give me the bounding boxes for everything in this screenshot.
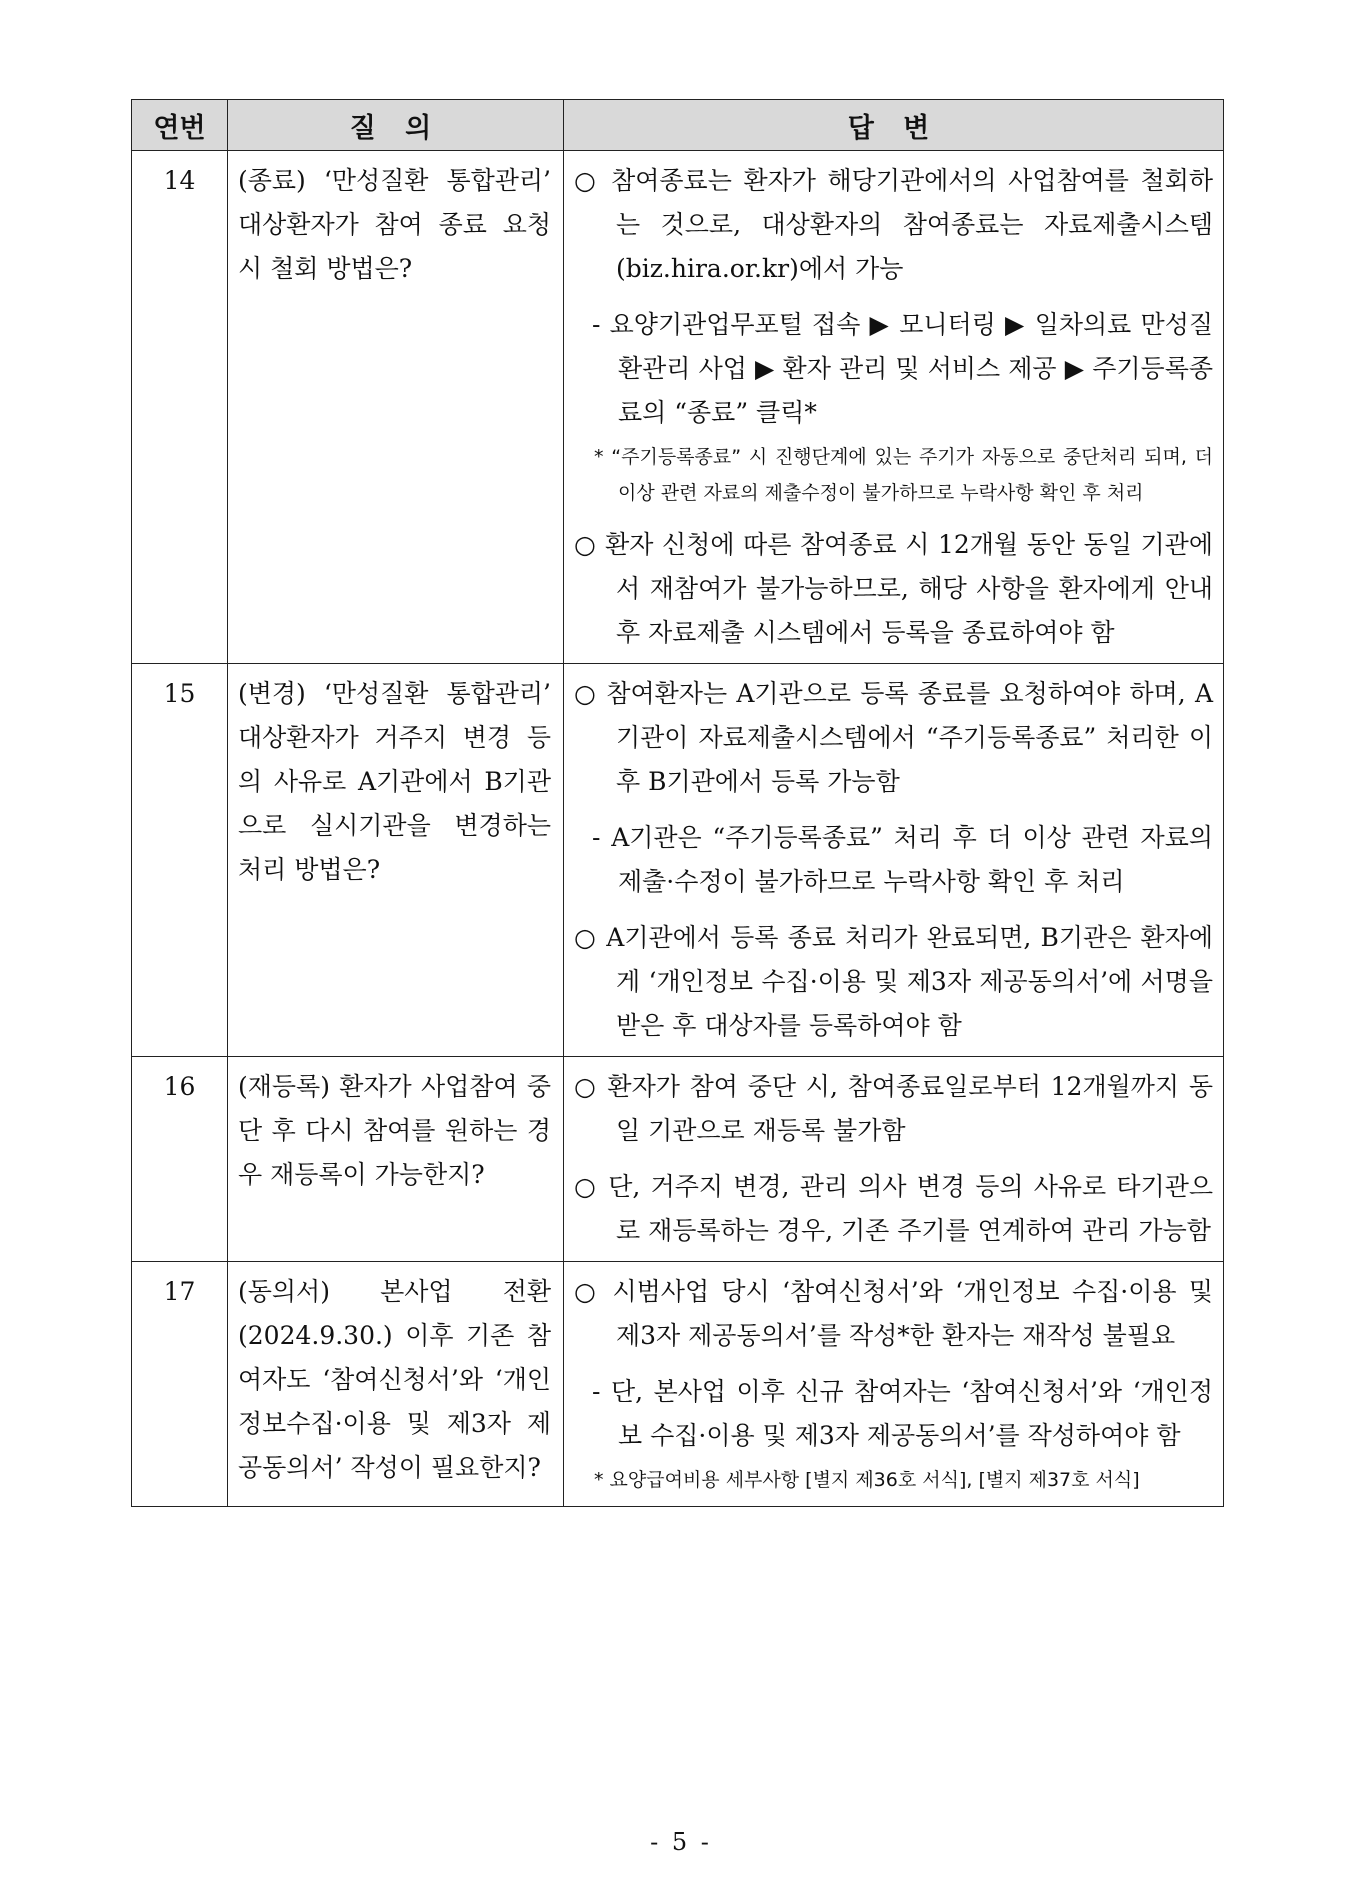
table-row	[132, 1057, 1224, 1262]
table-row	[132, 151, 1224, 664]
answer-item: ○ 환자가 참여 중단 시, 참여종료일로부터 12개월까지 동일 기관으로 재등록 불가함	[574, 1072, 1213, 1145]
page-number: - 5 -	[650, 1828, 712, 1856]
row-number: 17	[132, 1262, 228, 1507]
header-question: 질 의	[228, 100, 564, 151]
row-question: (변경) ‘만성질환 통합관리’ 대상환자가 거주지 변경 등의 사유로 A기관에서 B기관으로 실시기관을 변경하는 처리 방법은?	[228, 664, 564, 1057]
answer-sub-item: - 요양기관업무포털 접속 ▶ 모니터링 ▶ 일차의료 만성질환관리 사업 ▶ 환자 관리 및 서비스 제공 ▶ 주기등록종료의 “종료” 클릭*	[592, 310, 1213, 427]
table-row	[132, 1262, 1224, 1507]
row-number: 15	[132, 664, 228, 1057]
qa-table	[131, 99, 1224, 1507]
row-answer	[564, 151, 1224, 664]
answer-footnote: * 요양급여비용 세부사항 [별지 제36호 서식], [별지 제37호 서식]	[594, 1469, 1140, 1491]
answer-item: ○ 환자 신청에 따른 참여종료 시 12개월 동안 동일 기관에서 재참여가 불가능하므로, 해당 사항을 환자에게 안내 후 자료제출 시스템에서 등록을 종료하여야 함	[574, 530, 1213, 647]
answer-item: ○ 시범사업 당시 ‘참여신청서’와 ‘개인정보 수집·이용 및 제3자 제공동의서’를 작성*한 환자는 재작성 불필요	[574, 1277, 1213, 1350]
row-answer	[564, 664, 1224, 1057]
answer-sub-item: - A기관은 “주기등록종료” 처리 후 더 이상 관련 자료의 제출·수정이 불가하므로 누락사항 확인 후 처리	[592, 823, 1213, 896]
answer-item: ○ 단, 거주지 변경, 관리 의사 변경 등의 사유로 타기관으로 재등록하는 경우, 기존 주기를 연계하여 관리 가능함	[574, 1172, 1213, 1245]
answer-item: ○ A기관에서 등록 종료 처리가 완료되면, B기관은 환자에게 ‘개인정보 수집·이용 및 제3자 제공동의서’에 서명을 받은 후 대상자를 등록하여야 함	[574, 923, 1213, 1040]
row-number: 14	[132, 151, 228, 664]
table-row	[132, 664, 1224, 1057]
answer-sub-item: - 단, 본사업 이후 신규 참여자는 ‘참여신청서’와 ‘개인정보 수집·이용 및 제3자 제공동의서’를 작성하여야 함	[592, 1377, 1213, 1450]
header-answer: 답 변	[564, 100, 1224, 151]
row-question: (종료) ‘만성질환 통합관리’ 대상환자가 참여 종료 요청 시 철회 방법은?	[228, 151, 564, 664]
answer-item: ○ 참여종료는 환자가 해당기관에서의 사업참여를 철회하는 것으로, 대상환자의 참여종료는 자료제출시스템(biz.hira.or.kr)에서 가능	[574, 166, 1213, 283]
row-question: (동의서) 본사업 전환 (2024.9.30.) 이후 기존 참여자도 ‘참여신청서’와 ‘개인정보수집·이용 및 제3자 제공동의서’ 작성이 필요한지?	[228, 1262, 564, 1507]
row-answer	[564, 1057, 1224, 1262]
answer-footnote: * “주기등록종료” 시 진행단계에 있는 주기가 자동으로 중단처리 되며, 더 이상 관련 자료의 제출수정이 불가하므로 누락사항 확인 후 처리	[594, 446, 1213, 504]
row-answer	[564, 1262, 1224, 1507]
row-question: (재등록) 환자가 사업참여 중단 후 다시 참여를 원하는 경우 재등록이 가능한지?	[228, 1057, 564, 1262]
answer-item: ○ 참여환자는 A기관으로 등록 종료를 요청하여야 하며, A기관이 자료제출시스템에서 “주기등록종료” 처리한 이후 B기관에서 등록 가능함	[574, 679, 1213, 796]
table-header-row	[132, 100, 1224, 151]
row-number: 16	[132, 1057, 228, 1262]
header-serial-number: 연번	[132, 100, 228, 151]
